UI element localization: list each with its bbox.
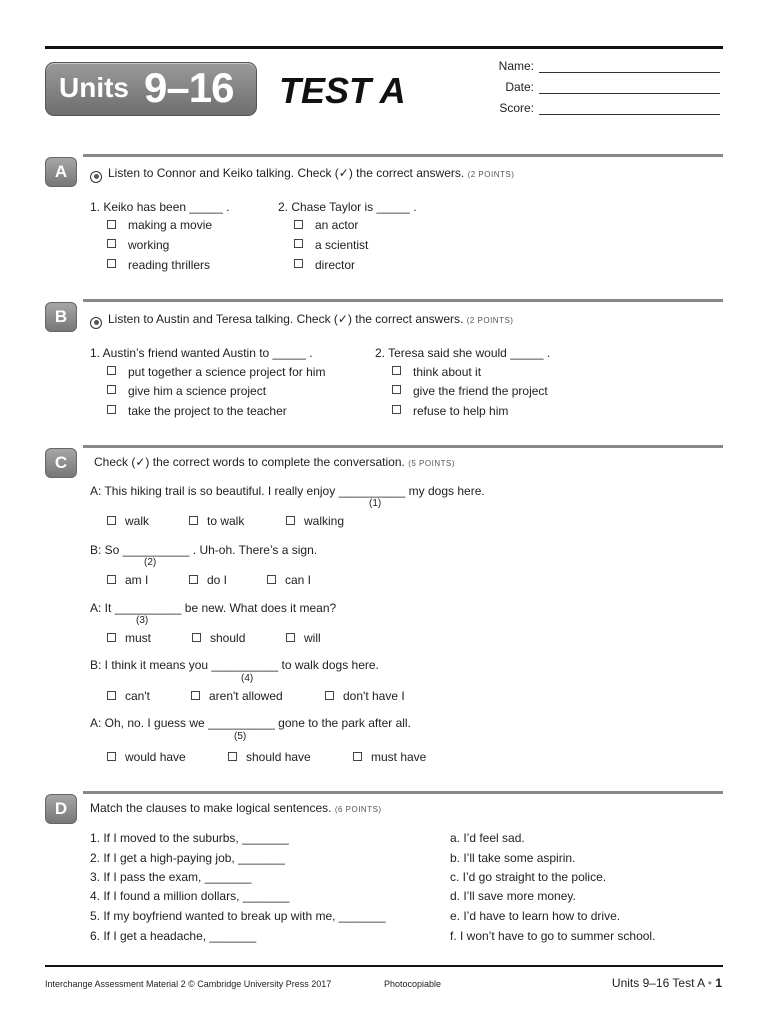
score-label: Score:: [499, 101, 534, 115]
answer-option: do I: [207, 573, 228, 587]
clause-right: f. I won’t have to go to summer school.: [450, 929, 656, 943]
answer-checkbox[interactable]: [107, 220, 116, 229]
question-stem: 1. Keiko has been _____ .: [90, 200, 230, 214]
answer-option: put together a science project for him: [128, 365, 326, 379]
answer-checkbox[interactable]: [325, 691, 334, 700]
clause-left: 6. If I get a headache, _______: [90, 929, 257, 943]
answer-option: aren't allowed: [209, 689, 283, 703]
answer-checkbox[interactable]: [107, 405, 116, 414]
answer-option: think about it: [413, 365, 482, 379]
units-word: Units: [59, 72, 129, 103]
section-d-instruction: Match the clauses to make logical sentences. (6 POINTS): [90, 801, 382, 815]
footer-bullet: •: [707, 976, 712, 990]
answer-option: should have: [246, 750, 311, 764]
blank-number: (2): [144, 557, 157, 568]
page-number: 1: [715, 976, 722, 990]
section-c-badge: C: [45, 448, 77, 478]
answer-option: take the project to the teacher: [128, 404, 287, 418]
answer-checkbox[interactable]: [294, 259, 303, 268]
answer-option: must have: [371, 750, 427, 764]
blank-number: (4): [241, 673, 254, 684]
answer-option: an actor: [315, 218, 359, 232]
answer-checkbox[interactable]: [392, 385, 401, 394]
answer-checkbox[interactable]: [107, 239, 116, 248]
answer-option: to walk: [207, 514, 245, 528]
dialogue-line: B: I think it means you __________ to walk dogs here.: [90, 658, 379, 672]
answer-option: director: [315, 258, 356, 272]
dialogue-line: A: It __________ be new. What does it mean?: [90, 601, 337, 615]
answer-blank: __________: [208, 716, 275, 730]
answer-blank: __________: [122, 543, 190, 557]
answer-blank: __________: [338, 484, 406, 498]
answer-option: give him a science project: [128, 384, 267, 398]
answer-option: refuse to help him: [413, 404, 509, 418]
answer-checkbox[interactable]: [107, 259, 116, 268]
section-a-rule: [83, 154, 723, 157]
answer-option: must: [125, 631, 152, 645]
score-field[interactable]: [539, 114, 720, 115]
section-b-badge: B: [45, 302, 77, 332]
clause-left: 1. If I moved to the suburbs, _______: [90, 831, 289, 845]
answer-option: would have: [125, 750, 186, 764]
clause-left: 5. If my boyfriend wanted to break up with me, _______: [90, 909, 386, 923]
answer-option: can I: [285, 573, 312, 587]
question-stem: 2. Teresa said she would _____ .: [375, 346, 551, 360]
answer-option: will: [304, 631, 321, 645]
blank-number: (3): [136, 615, 149, 626]
clause-right: e. I’d have to learn how to drive.: [450, 909, 621, 923]
answer-checkbox[interactable]: [294, 220, 303, 229]
answer-option: reading thrillers: [128, 258, 211, 272]
photocopiable-text: Photocopiable: [384, 979, 442, 989]
name-label: Name:: [498, 59, 534, 73]
answer-option: am I: [125, 573, 149, 587]
answer-checkbox[interactable]: [107, 366, 116, 375]
answer-checkbox[interactable]: [392, 405, 401, 414]
date-label: Date:: [505, 80, 534, 94]
section-c-instruction: Check (✓) the correct words to complete the conversation. (5 POINTS): [94, 455, 455, 469]
test-title: TEST A: [279, 70, 406, 111]
answer-option: a scientist: [315, 238, 369, 252]
footer-rule: [45, 965, 723, 967]
answer-option: can't: [125, 689, 150, 703]
section-b-instruction: Listen to Austin and Teresa talking. Check (✓) the correct answers. (2 POINTS): [90, 312, 513, 329]
answer-checkbox[interactable]: [107, 691, 116, 700]
clause-left: 4. If I found a million dollars, _______: [90, 889, 290, 903]
answer-checkbox[interactable]: [107, 633, 116, 642]
answer-checkbox[interactable]: [286, 633, 295, 642]
answer-checkbox[interactable]: [189, 516, 198, 525]
answer-checkbox[interactable]: [189, 575, 198, 584]
answer-checkbox[interactable]: [267, 575, 276, 584]
audio-icon: [90, 317, 102, 329]
dialogue-line: A: This hiking trail is so beautiful. I really enjoy __________ my dogs here.: [90, 484, 485, 498]
answer-checkbox[interactable]: [294, 239, 303, 248]
clause-right: d. I’ll save more money.: [450, 889, 576, 903]
answer-option: walk: [125, 514, 150, 528]
section-d-badge: D: [45, 794, 77, 824]
clause-right: c. I’d go straight to the police.: [450, 870, 607, 884]
answer-checkbox[interactable]: [107, 516, 116, 525]
clause-left: 2. If I get a high-paying job, _______: [90, 851, 285, 865]
blank-number: (1): [369, 498, 382, 509]
answer-checkbox[interactable]: [107, 752, 116, 761]
answer-blank: __________: [211, 658, 279, 672]
answer-option: don't have I: [343, 689, 405, 703]
dialogue-line: A: Oh, no. I guess we __________ gone to the park after all.: [90, 716, 411, 730]
clause-left: 3. If I pass the exam, _______: [90, 870, 252, 884]
answer-checkbox[interactable]: [107, 385, 116, 394]
page-label: Units 9–16 Test A • 1: [611, 976, 722, 990]
top-rule: [45, 46, 723, 49]
section-a-instruction: Listen to Connor and Keiko talking. Check (✓) the correct answers. (2 POINTS): [90, 166, 514, 183]
answer-option: should: [210, 631, 246, 645]
answer-option: making a movie: [128, 218, 213, 232]
answer-checkbox[interactable]: [228, 752, 237, 761]
answer-option: working: [128, 238, 170, 252]
clause-right: b. I’ll take some aspirin.: [450, 851, 576, 865]
answer-checkbox[interactable]: [192, 633, 201, 642]
answer-blank: __________: [114, 601, 182, 615]
name-field[interactable]: [539, 72, 720, 73]
answer-checkbox[interactable]: [286, 516, 295, 525]
date-field[interactable]: [539, 93, 720, 94]
units-range: 9–16: [144, 64, 234, 111]
clause-right: a. I’d feel sad.: [450, 831, 525, 845]
copyright-text: Interchange Assessment Material 2 © Cambridge University Press 2017: [45, 979, 332, 989]
answer-checkbox[interactable]: [392, 366, 401, 375]
section-b-rule: [83, 299, 723, 302]
section-d-rule: [83, 791, 723, 794]
answer-checkbox[interactable]: [191, 691, 200, 700]
section-c-rule: [83, 445, 723, 448]
answer-checkbox[interactable]: [353, 752, 362, 761]
answer-option: give the friend the project: [413, 384, 548, 398]
section-a-badge: A: [45, 157, 77, 187]
audio-icon: [90, 171, 102, 183]
question-stem: 2. Chase Taylor is _____ .: [278, 200, 417, 214]
question-stem: 1. Austin’s friend wanted Austin to _____ .: [90, 346, 313, 360]
answer-checkbox[interactable]: [107, 575, 116, 584]
blank-number: (5): [234, 731, 247, 742]
answer-option: walking: [304, 514, 345, 528]
dialogue-line: B: So __________ . Uh-oh. There’s a sign.: [90, 543, 318, 557]
